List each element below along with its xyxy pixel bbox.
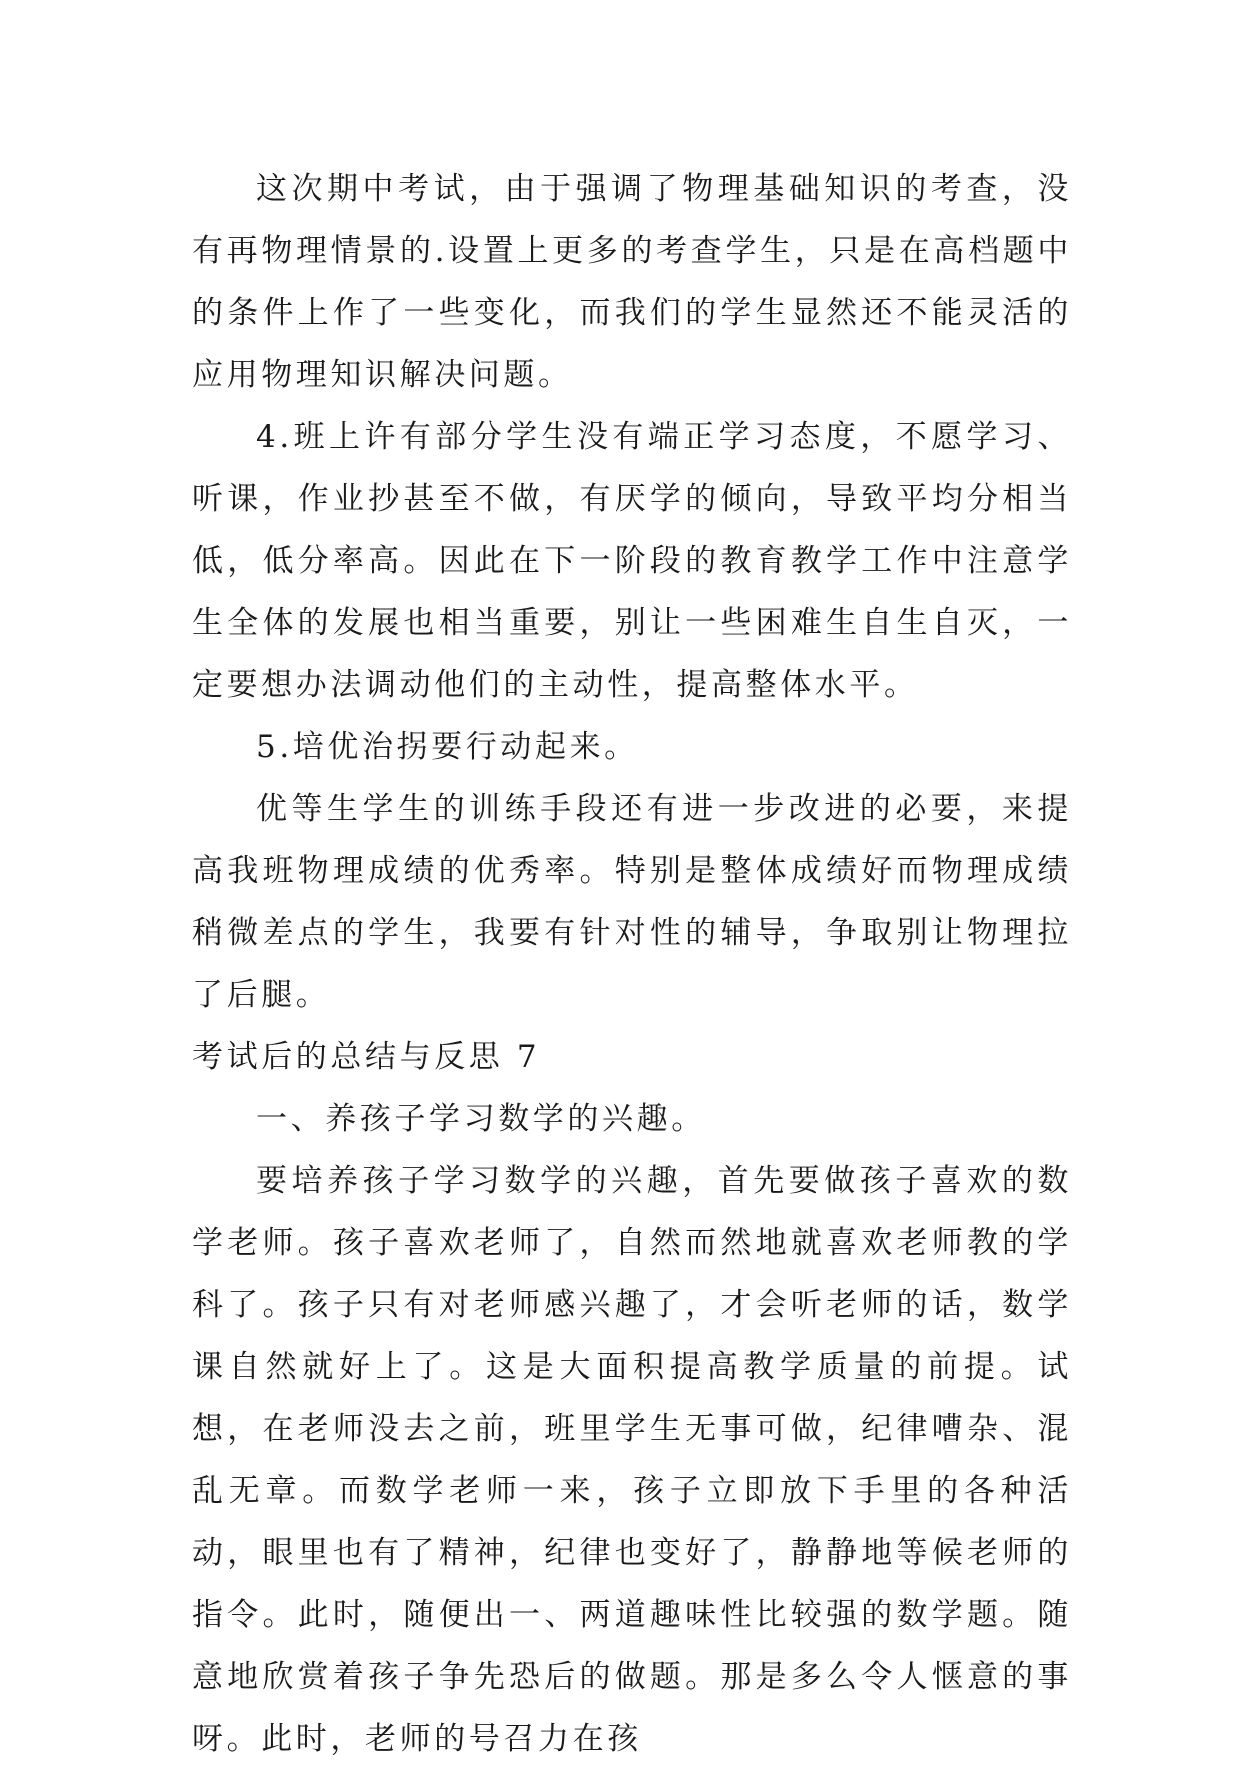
paragraph-top-students: 优等生学生的训练手段还有进一步改进的必要，来提高我班物理成绩的优秀率。特别是整体成绩好而物理成绩稍微差点的学生，我要有针对性的辅导，争取别让物理拉了后腿。 <box>192 791 1072 1013</box>
paragraph-interest: 要培养孩子学习数学的兴趣，首先要做孩子喜欢的数学老师。孩子喜欢老师了，自然而然地就喜欢老师教的学科了。孩子只有对老师感兴趣了，才会听老师的话，数学课自然就好上了。这是大面积提高教学质量的前提。试想，在老师没去之前，班里学生无事可做，纪律嘈杂、混乱无章。而数学老师一来，孩子立即放下手里的各种活动，眼里也有了精神，纪律也变好了，静静地等候老师的指令。此时，随便出一、两道趣味性比较强的数学题。随意地欣赏着孩子争先恐后的做题。那是多么令人惬意的事呀。此时，老师的号召力在孩 <box>192 1163 1072 1757</box>
paragraph-exam-analysis: 这次期中考试，由于强调了物理基础知识的考查，没有再物理情景的.设置上更多的考查学生，只是在高档题中的条件上作了一些变化，而我们的学生显然还不能灵活的应用物理知识解决问题。 <box>192 171 1072 393</box>
paragraph-point-1: 一、养孩子学习数学的兴趣。 <box>256 1101 706 1137</box>
paragraph-point-4: 4.班上许有部分学生没有端正学习态度，不愿学习、听课，作业抄甚至不做，有厌学的倾向，导致平均分相当低，低分率高。因此在下一阶段的教育教学工作中注意学生全体的发展也相当重要，别让一些困难生自生自灭，一定要想办法调动他们的主动性，提高整体水平。 <box>192 419 1072 703</box>
document-page <box>192 158 1072 1770</box>
section-heading: 考试后的总结与反思 7 <box>192 1039 541 1075</box>
paragraph-point-5: 5.培优治拐要行动起来。 <box>256 729 639 765</box>
